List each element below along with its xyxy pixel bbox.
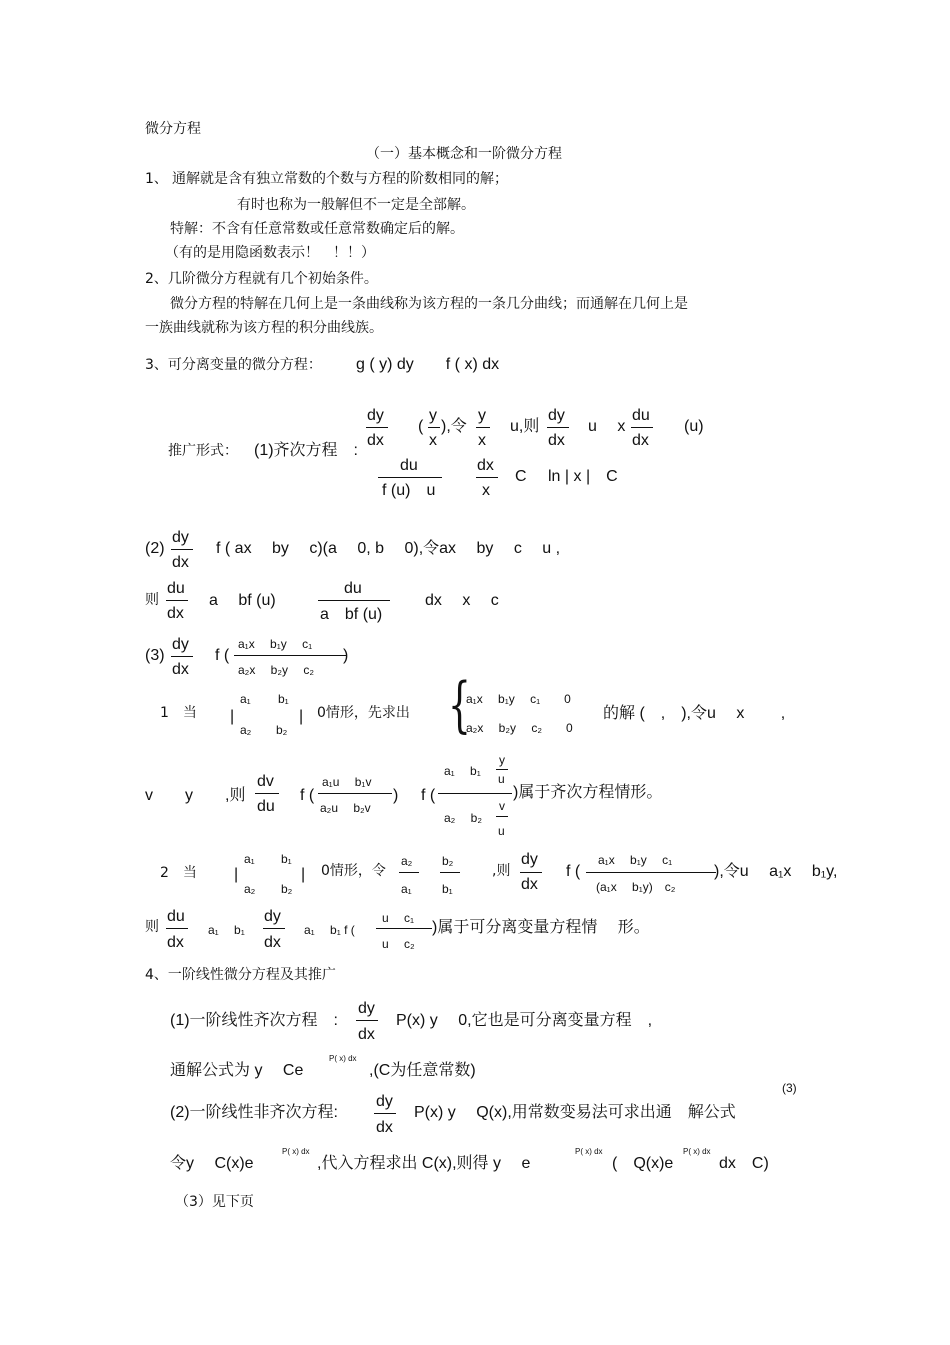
det-bar-left: |: [234, 866, 239, 883]
next-page-note: （3）见下页: [175, 1194, 254, 1210]
special-solution-def: 特解：不含有任意常数或任意常数确定后的解。: [170, 221, 464, 237]
phi-u: (u): [684, 418, 704, 435]
frac-dy: dy: [172, 636, 189, 653]
uv-numerator: a₁u b₁v: [322, 775, 372, 789]
fraction-bar: [378, 477, 442, 478]
v-y-then: v y ,则: [145, 787, 246, 804]
fraction-bar: [318, 793, 392, 794]
frac-dx: dx: [172, 661, 189, 678]
subcase-2-substitution: ),令u a₁x b₁y,: [714, 863, 838, 880]
inner-u: u: [498, 824, 505, 838]
initial-conditions: 2、几阶微分方程就有几个初始条件。: [145, 271, 378, 287]
frac-dx: dx: [521, 876, 538, 893]
subcase-1-end: )属于齐次方程情形。: [513, 784, 663, 801]
frac-du: du: [167, 580, 185, 597]
homogeneous-label: (1)齐次方程 :: [254, 442, 359, 459]
frac-dx: dx: [264, 934, 281, 951]
frac-dy: dy: [172, 529, 189, 546]
fraction-bar: [318, 600, 390, 601]
frac-x: x: [482, 482, 490, 499]
then-label: 则: [145, 919, 159, 935]
case-2-denominator: a bf (u): [320, 606, 383, 623]
geometry-line-2: 一族曲线就称为该方程的积分曲线族。: [145, 320, 383, 336]
det-b1: b₁: [281, 852, 292, 866]
det-b2: b₂: [281, 882, 293, 896]
homog-denominator: f (u) u: [382, 482, 436, 499]
frac-dy: dy: [521, 851, 538, 868]
frac-x: x: [429, 432, 437, 449]
ratio-a2: a₂: [401, 854, 413, 868]
frac-dx: dx: [548, 432, 565, 449]
subcase-1-condition: 0情形，先求出: [317, 705, 410, 721]
fraction-bar: [496, 816, 508, 817]
frac-du: du: [344, 580, 362, 597]
fraction-bar: [166, 928, 188, 929]
ratio-a2-b2: a₂ b₂: [444, 811, 482, 825]
inner-v: v: [499, 799, 505, 813]
dx-x-c: dx x c: [425, 592, 499, 609]
separable-heading: 3、可分离变量的微分方程：: [145, 357, 322, 373]
doc-title: 微分方程: [145, 121, 201, 137]
case-2-label: (2): [145, 540, 165, 557]
equation-number: (3): [782, 1081, 797, 1095]
subcase-2-numerator: a₁x b₁y c₁: [598, 853, 673, 867]
fraction-bar: [438, 793, 512, 794]
u-c1: u c₁: [382, 911, 415, 925]
linear-homog-label: (1)一阶线性齐次方程 :: [170, 1012, 339, 1029]
linear-homog-equation: P(x) y 0,它也是可分离变量方程 ,: [396, 1012, 653, 1029]
f-open: f (: [300, 787, 315, 804]
fraction-bar: [520, 872, 542, 873]
case-3-label: (3): [145, 647, 165, 664]
subcase-2-denominator: (a₁x b₁y) c₂: [596, 880, 676, 894]
subcase-1-solution: 的解 ( , ),令u x ,: [603, 705, 786, 722]
f-open: f (: [421, 787, 436, 804]
frac-dy: dy: [358, 1000, 375, 1017]
let-text: ),令: [441, 418, 467, 435]
fraction-bar: [171, 656, 193, 657]
det-b1: b₁: [278, 692, 289, 706]
linear-heading: 4、一阶线性微分方程及其推广: [145, 967, 336, 983]
det-bar-right: |: [299, 708, 304, 725]
fraction-bar: [255, 793, 279, 794]
case-3-numerator: a₁x b₁y c₁: [238, 637, 313, 651]
fraction-bar: [366, 427, 388, 428]
det-b2: b₂: [276, 723, 288, 737]
generalized-forms-label: 推广形式：: [168, 443, 238, 459]
det-a1: a₁: [240, 692, 251, 706]
implicit-note: （有的是用隐函数表示！ ！！）: [165, 245, 375, 261]
section-heading: （一）基本概念和一阶微分方程: [366, 146, 562, 162]
exponent-p-dx: P( x) dx: [575, 1147, 603, 1156]
variation-integral: ( Q(x)e: [612, 1155, 674, 1172]
system-eq-1: a₁x b₁y c₁ 0: [466, 692, 571, 706]
fraction-bar: [428, 427, 440, 428]
then-label: 则: [145, 592, 159, 608]
fraction-bar: [356, 1020, 378, 1021]
frac-x: x: [478, 432, 486, 449]
ratio-b1: b₁: [442, 882, 453, 896]
homog-formula-label: 通解公式为 y Ce: [170, 1062, 304, 1079]
u-x-text: u x: [588, 418, 626, 435]
subcase-1-lead: 1 当: [160, 705, 197, 721]
frac-dx: dx: [376, 1119, 393, 1136]
a1-b1-f: a₁ b₁ f (: [304, 923, 355, 937]
det-a1: a₁: [244, 852, 255, 866]
fraction-bar: [234, 655, 346, 656]
frac-dx: dx: [172, 554, 189, 571]
frac-dv: dv: [257, 773, 274, 790]
ratio-a1-b1: a₁ b₁: [444, 764, 481, 778]
paren-close: ): [343, 647, 349, 664]
item-number-1: 1、: [145, 171, 168, 187]
frac-du: du: [257, 798, 275, 815]
general-solution-note: 有时也称为一般解但不一定是全部解。: [237, 197, 475, 213]
frac-dy: dy: [548, 407, 565, 424]
linear-nonhomog-equation: P(x) y Q(x),用常数变易法可求出通 解公式: [414, 1104, 736, 1121]
fraction-bar: [586, 872, 716, 873]
then-text: u,则: [510, 418, 540, 435]
fraction-bar: [476, 427, 490, 428]
f-open: f (: [215, 647, 230, 664]
det-a2: a₂: [240, 723, 252, 737]
ratio-a1: a₁: [401, 882, 412, 896]
a1-b1: a₁ b₁: [208, 923, 245, 937]
inner-y: y: [499, 753, 505, 767]
u-c2: u c₂: [382, 937, 415, 951]
frac-dx: dx: [477, 457, 494, 474]
det-bar-left: |: [230, 708, 235, 725]
frac-dx: dx: [167, 605, 184, 622]
frac-dy: dy: [376, 1093, 393, 1110]
uv-denominator: a₂u b₂v: [320, 801, 371, 815]
fraction-bar: [631, 427, 653, 428]
exponent-p-dx: P( x) dx: [329, 1054, 357, 1063]
fraction-bar: [376, 928, 432, 929]
then-text: ,则: [492, 863, 511, 879]
fraction-bar: [166, 600, 188, 601]
case-2-equation: f ( ax by c)(a 0, b 0),令ax by c u ,: [216, 540, 561, 557]
constant-c: C: [515, 468, 527, 485]
det-a2: a₂: [244, 882, 256, 896]
f-open: f (: [566, 863, 581, 880]
subcase-2-end: )属于可分离变量方程情 形。: [432, 919, 650, 936]
fraction-bar: [547, 427, 569, 428]
frac-du: du: [167, 908, 185, 925]
fraction-bar: [496, 769, 508, 770]
variation-end: dx C): [719, 1155, 769, 1172]
linear-nonhomog-label: (2)一阶线性非齐次方程:: [170, 1104, 339, 1121]
frac-du: du: [632, 407, 650, 424]
paren-open: (: [418, 418, 424, 435]
frac-y: y: [478, 407, 486, 424]
a-bf-u: a bf (u): [209, 592, 276, 609]
inner-u: u: [498, 772, 505, 786]
homog-formula-note: ,(C为任意常数): [369, 1062, 476, 1079]
det-bar-right: |: [301, 866, 306, 883]
subcase-2-condition: 0情形，令: [321, 863, 386, 879]
ratio-b2: b₂: [442, 854, 454, 868]
frac-y: y: [429, 407, 437, 424]
frac-dy: dy: [264, 908, 281, 925]
paren-close: ): [393, 787, 399, 804]
case-3-denominator: a₂x b₂y c₂: [238, 663, 314, 677]
exponent-p-dx: P( x) dx: [683, 1147, 711, 1156]
frac-dx: dx: [367, 432, 384, 449]
fraction-bar: [171, 549, 193, 550]
variation-let: 令y C(x)e: [170, 1155, 254, 1172]
separable-equation: g ( y) dy f ( x) dx: [356, 356, 500, 373]
fraction-bar: [476, 477, 498, 478]
exponent-p-dx: P( x) dx: [282, 1147, 310, 1156]
geometry-line-1: 微分方程的特解在几何上是一条曲线称为该方程的一条几分曲线；而通解在几何上是: [170, 296, 688, 312]
fraction-bar: [440, 872, 460, 873]
fraction-bar: [399, 872, 419, 873]
frac-du: du: [400, 457, 418, 474]
frac-dy: dy: [367, 407, 384, 424]
frac-dx: dx: [167, 934, 184, 951]
fraction-bar: [374, 1113, 396, 1114]
system-eq-2: a₂x b₂y c₂ 0: [466, 721, 573, 735]
variation-substitute: ,代入方程求出 C(x),则得 y e: [317, 1155, 531, 1172]
system-brace: {: [448, 670, 471, 740]
frac-dx: dx: [358, 1026, 375, 1043]
fraction-bar: [263, 928, 285, 929]
general-solution-def: 通解就是含有独立常数的个数与方程的阶数相同的解；: [172, 171, 508, 187]
ln-x-c: ln | x | C: [548, 468, 618, 485]
subcase-2-lead: 2 当: [160, 865, 197, 881]
frac-dx: dx: [632, 432, 649, 449]
